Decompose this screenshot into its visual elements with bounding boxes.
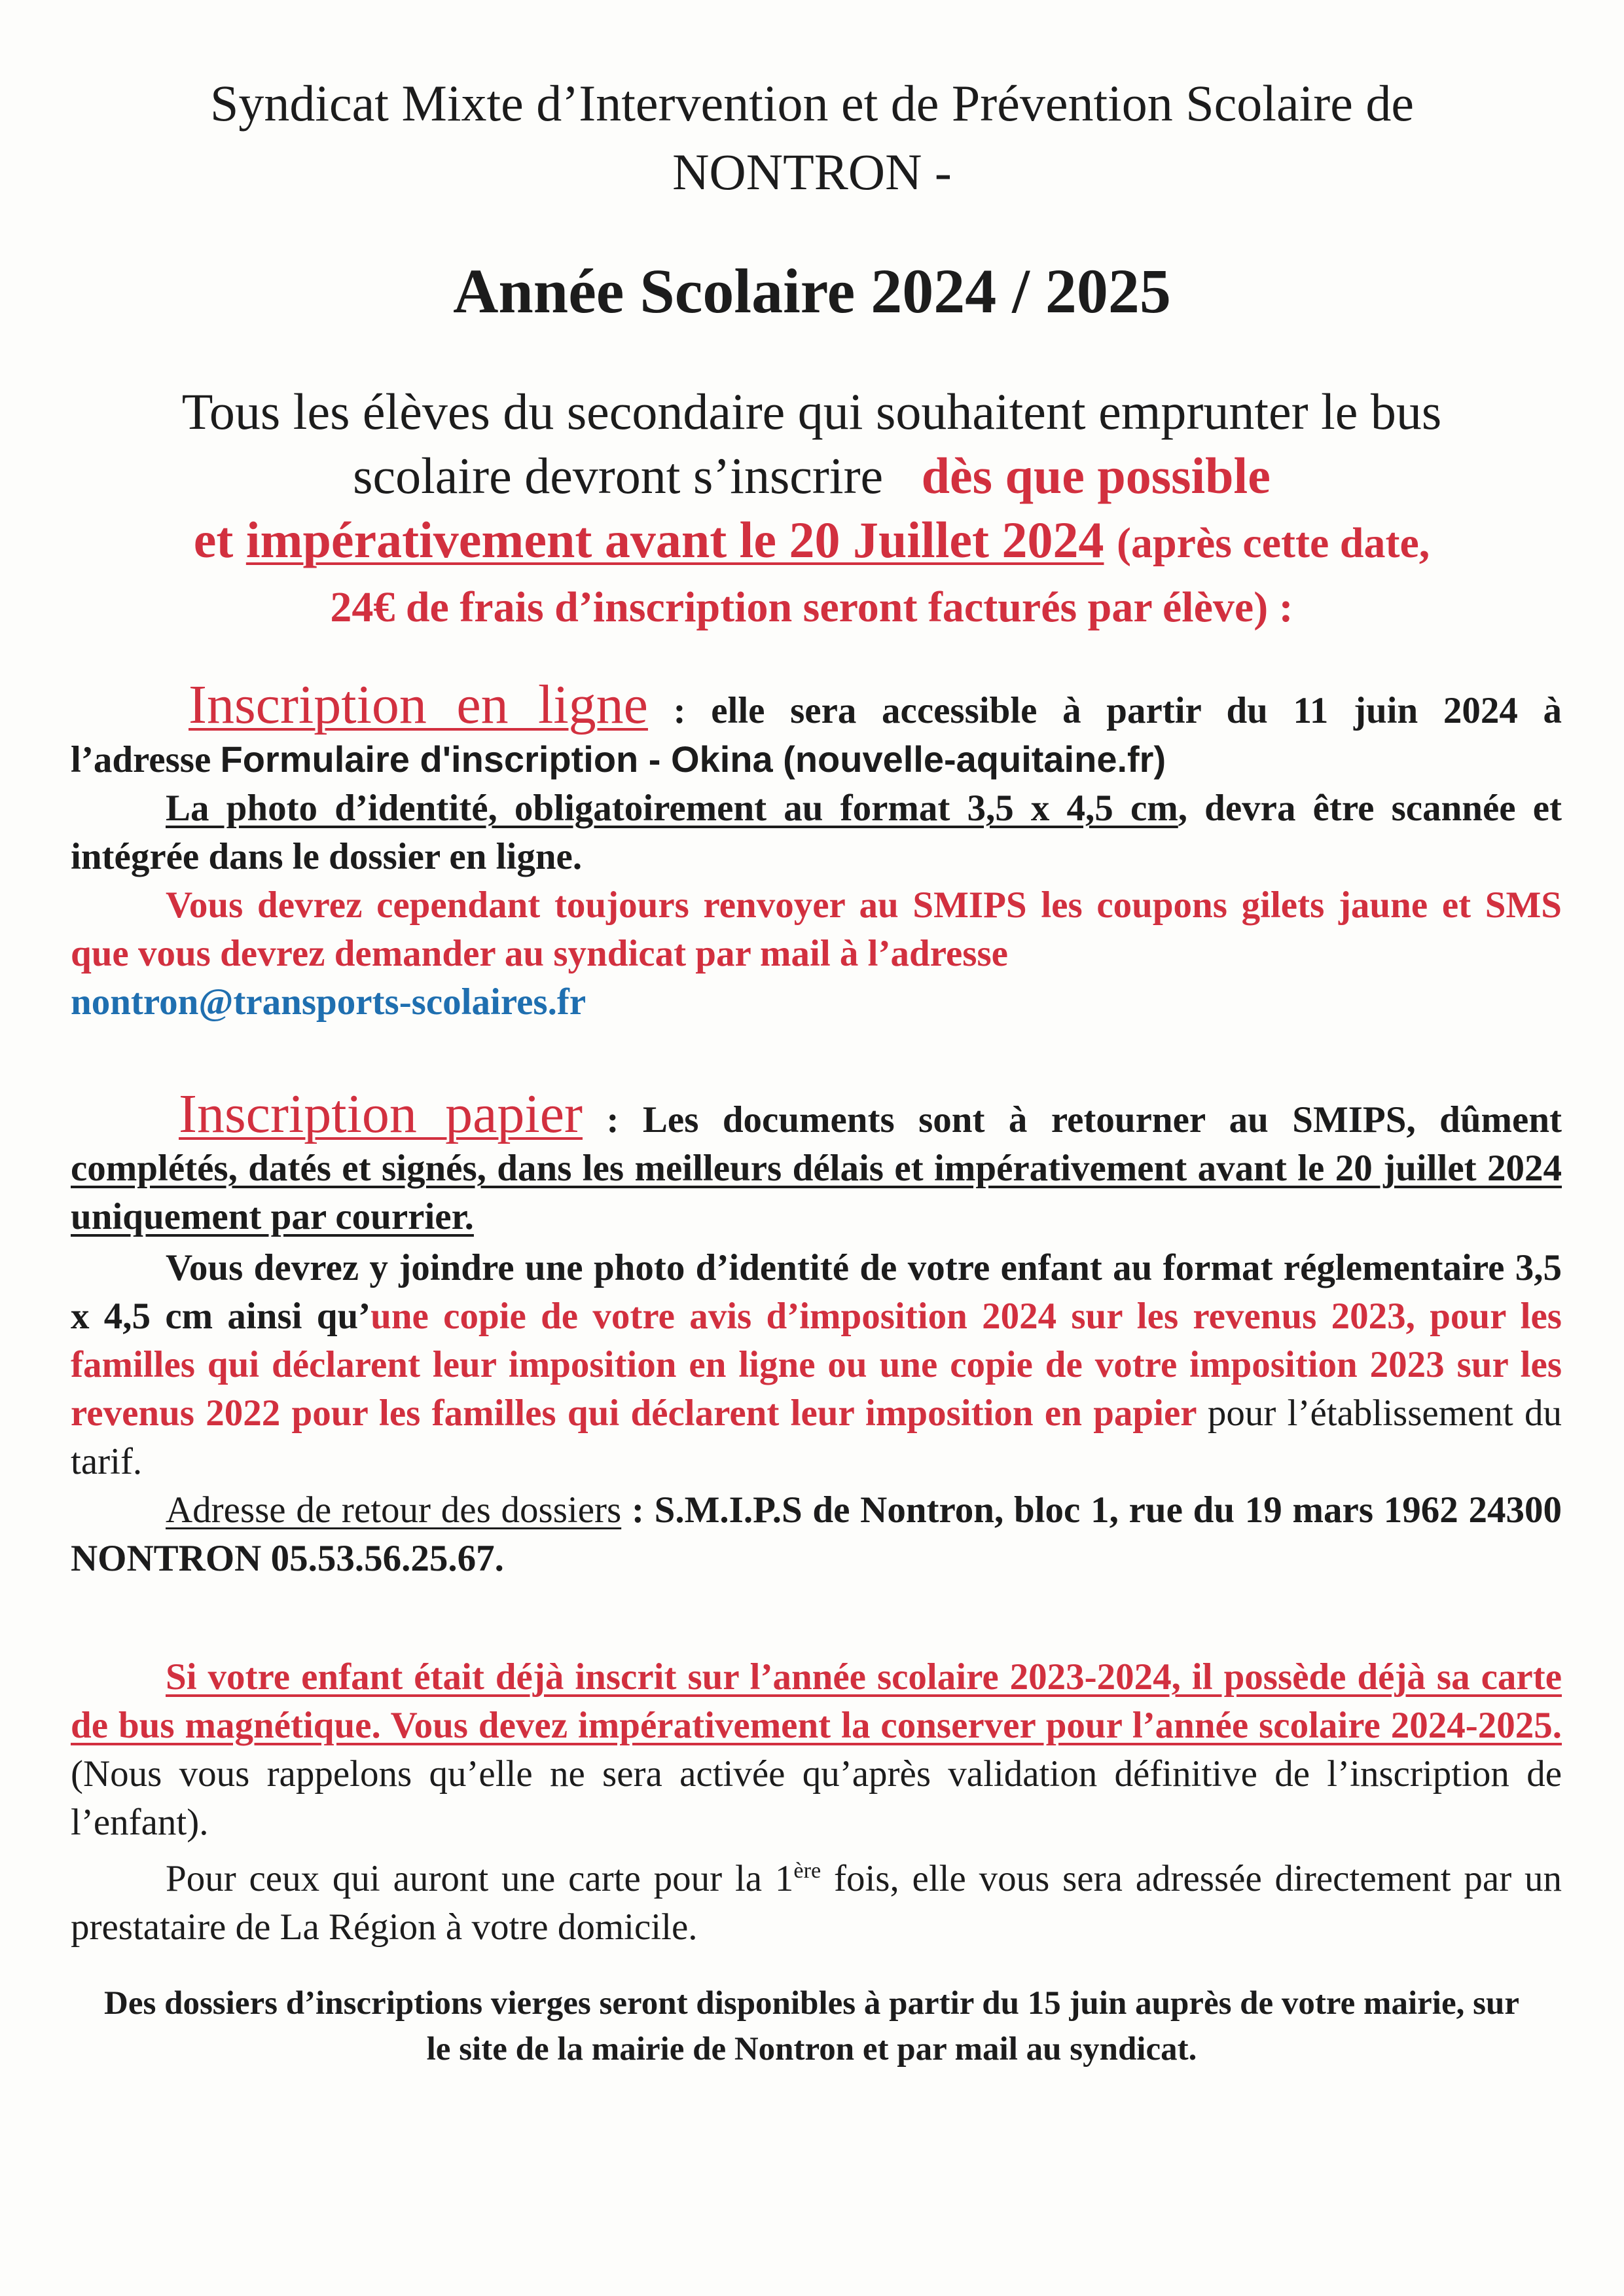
- school-year-title: Année Scolaire 2024 / 2025: [453, 256, 1171, 326]
- intro-line-1: Tous les élèves du secondaire qui souhaitent emprunter le bus: [181, 383, 1442, 440]
- return-address-label: Adresse de retour des dossiers: [166, 1489, 622, 1531]
- photo-instruction: Vous devrez y joindre une photo d’identité de votre enfant au format réglementaire 3,5 x 4,5 cm ainsi qu’: [71, 1247, 1562, 1337]
- intro-line-3-prefix: et: [193, 511, 234, 568]
- keep-card-warning: Si votre enfant était déjà inscrit sur l’année scolaire 2023-2024, il possède déjà sa carte de bus magnétique. Vous devez impérativement la conserver pour l’année scolaire 2024-2025.: [71, 1656, 1562, 1746]
- photo-rest: , devra être scannée et intégrée dans le dossier en ligne.: [71, 788, 1562, 877]
- paper-registration-title: Inscription papier: [179, 1084, 583, 1144]
- photo-requirement: [71, 784, 1562, 881]
- online-line-2: [71, 735, 1562, 784]
- photo-format: La photo d’identité, obligatoirement au format 3,5 x 4,5 cm: [166, 788, 1178, 829]
- asap-highlight: dès que possible: [921, 447, 1271, 504]
- new-card-text-a: Pour ceux qui auront une carte pour la 1: [166, 1858, 794, 1899]
- blank-forms-notice: Des dossiers d’inscriptions vierges seront disponibles à partir du 15 juin auprès de votre mairie, sur le site de la mairie de Nontron et par mail au syndicat.: [104, 1985, 1519, 2068]
- tariff-purpose: pour l’établissement du tarif.: [71, 1393, 1562, 1482]
- existing-card-notice: [71, 1653, 1562, 1847]
- deadline-highlight: impérativement avant le 20 Juillet 2024: [245, 511, 1104, 568]
- online-registration-section: [71, 674, 1562, 1027]
- new-card-notice: [71, 1847, 1562, 1952]
- online-registration-title: Inscription en ligne: [189, 674, 648, 735]
- intro-line-2-text: scolaire devront s’inscrire: [353, 447, 884, 504]
- org-line-2: NONTRON -: [672, 143, 952, 200]
- new-card-text-b: fois, elle vous sera adressée directement par un prestataire de La Région à votre domicile.: [71, 1858, 1562, 1948]
- intro-block: [72, 380, 1551, 640]
- registration-form-link[interactable]: Formulaire d'inscription - Okina (nouvelle-aquitaine.fr): [220, 738, 1166, 780]
- organization-title: [0, 69, 1624, 206]
- return-address-value: : S.M.I.P.S de Nontron, bloc 1, rue du 19 mars 1962 24300 NONTRON 05.53.56.25.67.: [71, 1489, 1562, 1579]
- paper-documents: [71, 1244, 1562, 1486]
- return-address: [71, 1486, 1562, 1583]
- paper-registration-section: [71, 1084, 1562, 1583]
- paper-return-text: : Les documents sont à retourner au SMIPS, dûment: [606, 1099, 1562, 1140]
- new-card-superscript: ère: [793, 1859, 821, 1883]
- bus-card-section: [71, 1653, 1562, 1952]
- intro-line-3-suffix: (après cette date,: [1116, 519, 1430, 567]
- online-line-1: [71, 674, 1562, 735]
- paper-conditions: complétés, datés et signés, dans les meilleurs délais et impérativement avant le 20 juillet 2024 uniquement par courrier.: [71, 1148, 1562, 1237]
- late-fee-notice: 24€ de frais d’inscription seront facturés par élève) :: [330, 583, 1293, 631]
- intro-line-3: [72, 508, 1551, 575]
- online-availability: : elle sera accessible à partir du 11 juin 2024 à: [673, 690, 1562, 731]
- tax-notice-requirement: une copie de votre avis d’imposition 2024 sur les revenus 2023, pour les familles qui déclarent leur imposition en ligne ou une copie de votre imposition 2023 sur les revenus 2022 pour les familles qui déclarent leur imposition en papier: [71, 1296, 1562, 1434]
- address-prefix: l’adresse: [71, 739, 211, 780]
- coupon-notice: Vous devrez cependant toujours renvoyer au SMIPS les coupons gilets jaune et SMS que vous devrez demander au syndicat par mail à l’adresse: [71, 884, 1562, 974]
- syndicate-email[interactable]: nontron@transports-scolaires.fr: [71, 981, 586, 1023]
- org-line-1: Syndicat Mixte d’Intervention et de Prévention Scolaire de: [210, 75, 1414, 132]
- intro-line-2: [72, 444, 1551, 508]
- activation-note: (Nous vous rappelons qu’elle ne sera activée qu’après validation définitive de l’inscription de l’enfant).: [71, 1753, 1562, 1843]
- paper-intro: [71, 1084, 1562, 1241]
